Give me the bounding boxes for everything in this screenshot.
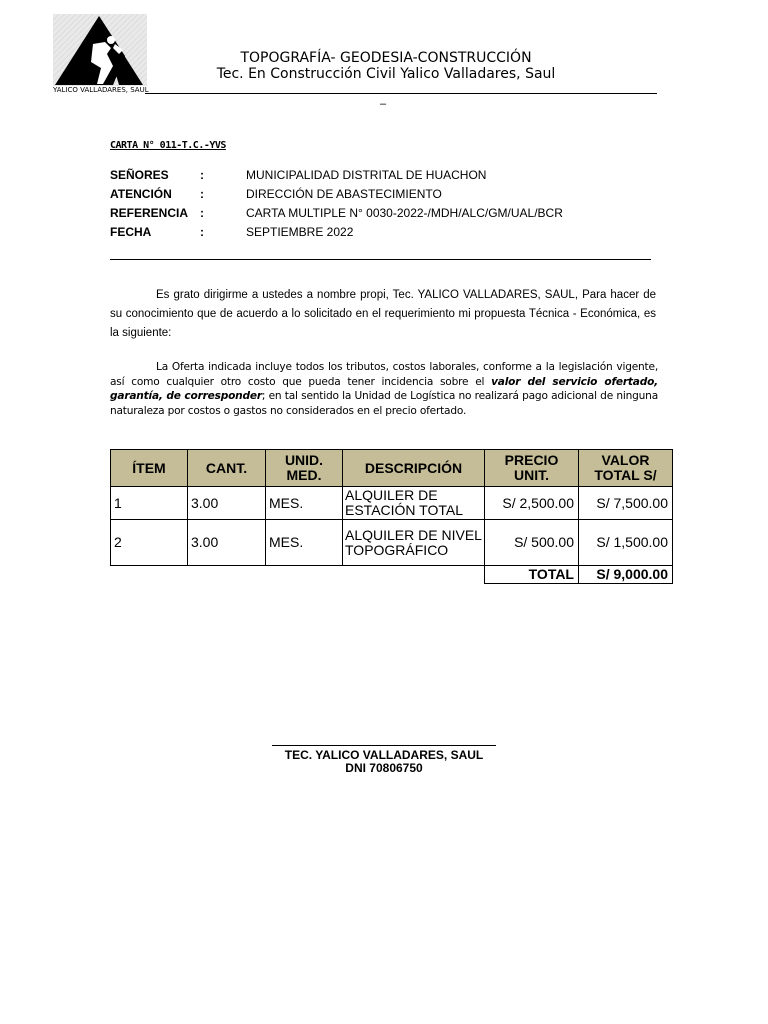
letterhead-title: TOPOGRAFÍA- GEODESIA-CONSTRUCCIÓN (240, 50, 532, 66)
table-row (111, 487, 673, 520)
table-header-row (111, 450, 673, 487)
intro-paragraph (110, 286, 656, 343)
table-total-row (111, 566, 673, 584)
total-value: S/ 9,000.00 (579, 566, 673, 584)
signature-line (272, 745, 496, 746)
offer-text-c: ; en tal sentido la Unidad de Logística no realizará pago adicional de ninguna naturaleza por costos o gastos no considerados en el precio ofertado. (110, 390, 658, 417)
header-cant: CANT. (188, 450, 266, 487)
cell-cant: 3.00 (188, 520, 266, 566)
cell-unid: MES. (266, 487, 343, 520)
cell-desc: ALQUILER DE NIVEL TOPOGRÁFICO (343, 520, 485, 566)
meta-divider (110, 259, 651, 260)
signature-dni: DNI 70806750 (345, 761, 423, 775)
logo-caption: YALICO VALLADARES, SAUL (53, 86, 149, 94)
header-precio: PRECIO UNIT. (485, 450, 579, 487)
meta-value: MUNICIPALIDAD DISTRITAL DE HUACHON (246, 168, 487, 182)
items-table (110, 449, 673, 584)
letter-number: CARTA N° 011-T.C.-YVS (110, 140, 226, 151)
header-desc: DESCRIPCIÓN (343, 450, 485, 487)
header-unid: UNID. MED. (266, 450, 343, 487)
offer-text-a: La Oferta indicada incluye todos los tributos, costos laborales, conforme a la legislación vigente, así como cualquier otro costo que pueda tener incidencia sobre el (110, 361, 658, 388)
meta-key: SEÑORES (110, 168, 169, 182)
cell-item: 2 (111, 520, 188, 566)
header-item: ÍTEM (111, 450, 188, 487)
meta-sep: : (200, 225, 204, 239)
meta-key: REFERENCIA (110, 206, 189, 220)
cell-precio: S/ 500.00 (485, 520, 579, 566)
offer-paragraph (110, 360, 658, 418)
meta-value: CARTA MULTIPLE N° 0030-2022-/MDH/ALC/GM/UAL/BCR (246, 206, 563, 220)
company-logo (53, 14, 147, 86)
meta-key: FECHA (110, 225, 152, 239)
cell-total: S/ 1,500.00 (579, 520, 673, 566)
total-label: TOTAL (485, 566, 579, 584)
meta-sep: : (200, 206, 204, 220)
meta-value: SEPTIEMBRE 2022 (246, 225, 354, 239)
meta-sep: : (200, 168, 204, 182)
meta-value: DIRECCIÓN DE ABASTECIMIENTO (246, 187, 442, 201)
letterhead-subtitle: Tec. En Construcción Civil Yalico Valladares, Saul (216, 66, 556, 82)
cell-item: 1 (111, 487, 188, 520)
surveyor-triangle-icon (53, 14, 147, 86)
intro-text: Es grato dirigirme a ustedes a nombre propi, Tec. YALICO VALLADARES, SAUL, Para hacer de su conocimiento que de acuerdo a lo solicitado en el requerimiento mi propuesta Técnica - Económica, es la siguiente: (110, 289, 656, 339)
letterhead-dash: – (380, 98, 387, 110)
signature-name: TEC. YALICO VALLADARES, SAUL (284, 748, 484, 762)
meta-sep: : (200, 187, 204, 201)
header-valor: VALOR TOTAL S/ (579, 450, 673, 487)
meta-key: ATENCIÓN (110, 187, 172, 201)
offer-text-emphasis: valor del servicio ofertado, garantía, de corresponder (110, 375, 659, 402)
cell-total: S/ 7,500.00 (579, 487, 673, 520)
cell-unid: MES. (266, 520, 343, 566)
cell-precio: S/ 2,500.00 (485, 487, 579, 520)
letterhead-divider (145, 93, 657, 94)
table-row (111, 520, 673, 566)
cell-desc: ALQUILER DE ESTACIÓN TOTAL (343, 487, 485, 520)
cell-cant: 3.00 (188, 487, 266, 520)
